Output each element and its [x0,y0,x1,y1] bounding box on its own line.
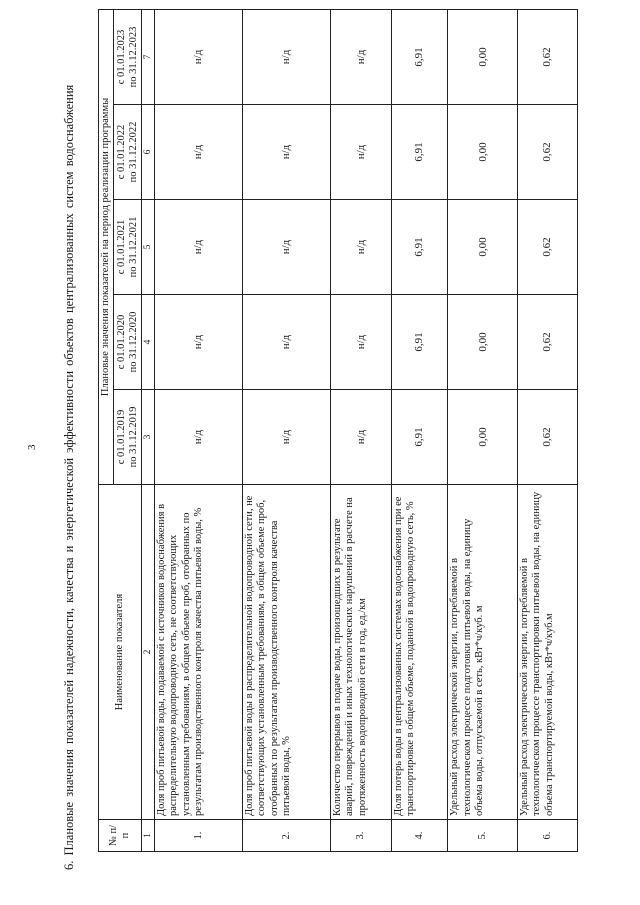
period-header-3 [114,200,142,295]
indicator-value: н/д [242,105,330,200]
indicator-value: н/д [330,295,391,390]
indicator-value: 0,62 [517,105,577,200]
table-row [448,9,518,851]
period-header-5 [114,9,142,104]
indicator-name: Количество перерывов в подаче воды, произошедших в результате аварий, повреждений и иных технологических нарушений в расчете на протяженность водопроводной сети в год, ед./км [330,485,391,820]
column-index: 1 [142,820,155,852]
indicator-value: 6,91 [391,390,448,485]
indicator-value: 6,91 [391,105,448,200]
indicator-value: 0,00 [448,390,518,485]
indicator-name: Доля потерь воды в централизованных системах водоснабжения при ее транспортировке в общем объеме, поданной в водопроводную сеть, % [391,485,448,820]
col-name-header: Наименование показателя [99,485,142,820]
period-from: с 01.01.2023 [115,29,127,85]
period-from: с 01.01.2020 [115,314,127,370]
period-to: по 31.12.2020 [127,311,139,373]
indicator-name: Доля проб питьевой воды в распределительной водопроводной сети, не соответствующих установленным требованиям, в общем объеме проб, отобранных по результатам производственного контроля качества питьевой воды, % [242,485,330,820]
period-to: по 31.12.2022 [127,121,139,183]
rotated-sheet [20,10,620,870]
col-num-header: № п/п [99,820,142,852]
column-index: 4 [142,295,155,390]
column-index: 6 [142,105,155,200]
indicator-name: Удельный расход электрической энергии, потребляемой в технологическом процессе транспортировки питьевой воды, на единицу объема транспортируемой воды, кВт*ч/куб.м [517,485,577,820]
column-index: 3 [142,390,155,485]
period-group-header: Плановые значения показателей на период реализации программы [99,9,114,484]
column-index: 5 [142,200,155,295]
indicator-value: н/д [154,9,242,104]
indicator-value: 6,91 [391,9,448,104]
indicator-value: н/д [330,105,391,200]
indicator-name: Удельный расход электрической энергии, потребляемой в технологическом процессе подготовки питьевой воды, на единицу объема воды, отпускаемой в сеть, кВт*ч/куб. м [448,485,518,820]
indicator-value: н/д [242,200,330,295]
table-row [391,9,448,851]
indicator-value: 0,62 [517,390,577,485]
indicator-value: н/д [154,390,242,485]
row-number: 6. [517,820,577,852]
period-to: по 31.12.2021 [127,216,139,278]
section-heading: 6. Плановые значения показателей надежности, качества и энергетической эффективности объектов централизованных систем водоснабжения [62,84,76,870]
table-row [330,9,391,851]
period-from: с 01.01.2022 [115,124,127,180]
indicator-value: 0,62 [517,200,577,295]
period-header-4 [114,105,142,200]
page-number: 3 [26,444,38,450]
row-number: 3. [330,820,391,852]
indicator-value: н/д [242,295,330,390]
period-from: с 01.01.2021 [115,219,127,275]
indicator-value: 6,91 [391,200,448,295]
row-number: 2. [242,820,330,852]
period-header-2 [114,295,142,390]
indicator-value: н/д [330,9,391,104]
table-row [154,9,242,851]
indicator-value: н/д [330,390,391,485]
column-index: 7 [142,9,155,104]
row-number: 4. [391,820,448,852]
indicator-value: 0,00 [448,200,518,295]
period-from: с 01.01.2019 [115,409,127,465]
indicator-value: 6,91 [391,295,448,390]
period-header-1 [114,390,142,485]
period-to: по 31.12.2023 [127,26,139,88]
column-index: 2 [142,485,155,820]
indicator-value: н/д [330,200,391,295]
indicator-value: н/д [242,390,330,485]
indicators-table [98,9,578,852]
row-number: 1. [154,820,242,852]
indicator-value: 0,00 [448,295,518,390]
indicator-value: 0,00 [448,105,518,200]
table-row [517,9,577,851]
indicator-value: н/д [154,295,242,390]
indicator-name: Доля проб питьевой воды, подаваемой с источников водоснабжения в распределительную водопроводную сеть, не соответствующих установленным требованиям, в общем объеме проб, отобранных по результатам производственного контроля качества питьевой воды, % [154,485,242,820]
indicator-value: 0,62 [517,295,577,390]
indicator-value: 0,62 [517,9,577,104]
row-number: 5. [448,820,518,852]
period-to: по 31.12.2019 [127,406,139,468]
indicator-value: н/д [242,9,330,104]
indicator-value: 0,00 [448,9,518,104]
indicator-value: н/д [154,200,242,295]
indicator-value: н/д [154,105,242,200]
table-row [242,9,330,851]
